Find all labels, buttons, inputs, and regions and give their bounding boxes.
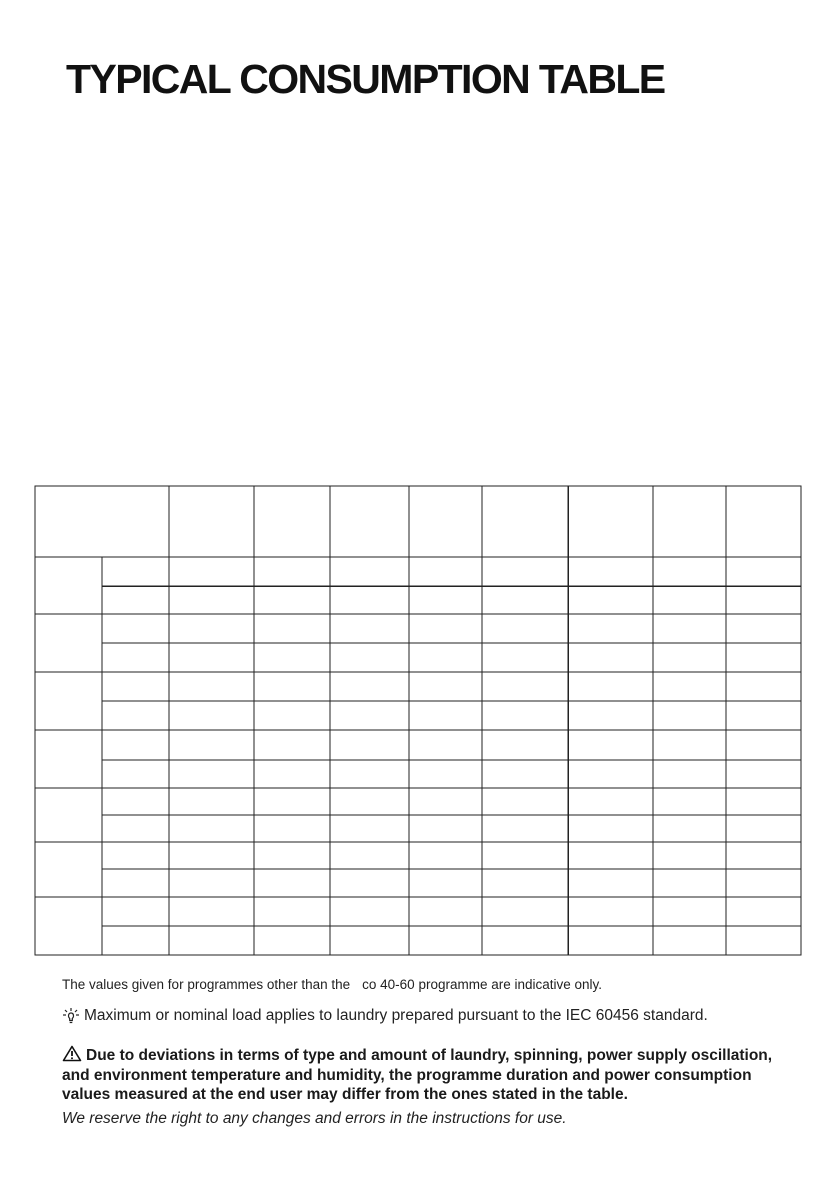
lightbulb-icon [62,1007,80,1025]
max-load-text: Maximum or nominal load applies to laundry prepared pursuant to the IEC 60456 standard. [84,1007,708,1024]
page-title: TYPICAL CONSUMPTION TABLE [66,56,665,102]
max-load-note [62,1007,708,1025]
indicative-note-start: The values given for programmes other than the [62,977,351,992]
table-border [35,486,801,955]
indicative-note-end: co 40-60 programme are indicative only. [362,977,603,992]
indicative-note [62,977,602,992]
reserve-rights-note: We reserve the right to any changes and errors in the instructions for use. [62,1110,567,1127]
deviation-text: Due to deviations in terms of type and amount of laundry, spinning, power supply oscillation, and environment temperature and humidity, the programme duration and power consumption values measured at the end user may differ from the ones stated in the table. [62,1047,773,1103]
deviation-warning [62,1045,782,1105]
warning-triangle-icon [62,1045,82,1062]
